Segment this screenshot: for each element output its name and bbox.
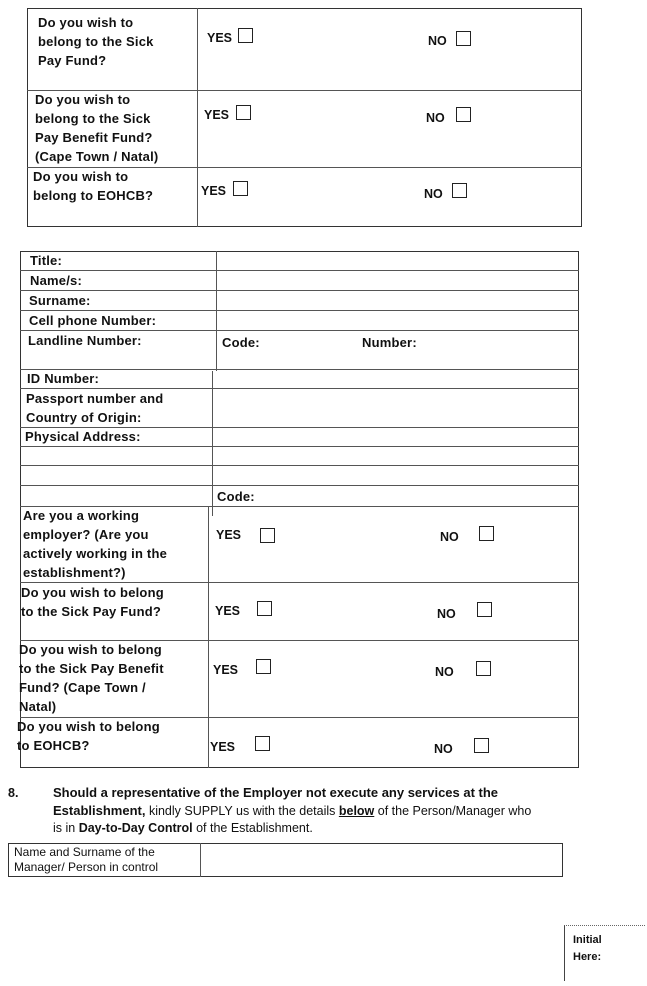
surname-field[interactable] [218,292,578,309]
details-row-divider [20,369,579,370]
manager-table-divider [200,843,201,877]
yes-label: YES [216,528,242,542]
question-sick-pay-fund-2: Do you wish to belong to the Sick Pay Fund? [21,585,164,619]
yes-label: YES [213,663,239,677]
sick-pay-fund-2-yes-checkbox[interactable] [257,601,272,616]
sick-pay-fund-no-checkbox[interactable] [456,31,471,46]
working-employer-yes-checkbox[interactable] [260,528,275,543]
address-code-label: Code: [217,489,255,504]
sick-pay-benefit-fund-2-yes-checkbox[interactable] [256,659,271,674]
section8-line1: Should a representative of the Employer not execute any services at the [53,785,499,800]
names-field[interactable] [218,272,578,289]
landline-label: Landline Number: [28,333,142,348]
question-sick-pay-fund: Do you wish to belong to the Sick Pay Fund? [38,15,154,68]
physical-address-field[interactable] [214,428,578,505]
details-row-divider [20,290,579,291]
landline-number-label: Number: [362,335,417,350]
top-table-column-divider [197,8,198,227]
section8-line3: is in Day-to-Day Control of the Establishment. [53,821,313,835]
surname-label: Surname: [29,293,91,308]
question-sick-pay-benefit-fund-2: Do you wish to belong to the Sick Pay Benefit Fund? (Cape Town / Natal) [19,642,164,714]
question-sick-pay-benefit-fund: Do you wish to belong to the Sick Pay Benefit Fund? (Cape Town / Natal) [35,92,159,164]
details-column-divider [216,251,217,371]
manager-name-field[interactable] [202,845,562,876]
yes-label: YES [210,740,236,754]
sick-pay-benefit-fund-yes-checkbox[interactable] [236,105,251,120]
title-field[interactable] [218,252,578,269]
cell-phone-field[interactable] [218,312,578,329]
id-number-label: ID Number: [27,371,100,386]
initial-label: Initial Here: [573,934,602,963]
id-number-field[interactable] [214,371,578,387]
no-label: NO [428,34,447,48]
no-label: NO [437,607,456,621]
details-row-divider [20,270,579,271]
landline-code-label: Code: [222,335,260,350]
sick-pay-fund-2-no-checkbox[interactable] [477,602,492,617]
details-column-divider [208,506,209,768]
sick-pay-benefit-fund-2-no-checkbox[interactable] [476,661,491,676]
yes-label: YES [207,31,233,45]
manager-label: Name and Surname of the Manager/ Person in control [14,845,159,874]
passport-label: Passport number and Country of Origin: [26,391,164,425]
no-label: NO [435,665,454,679]
yes-label: YES [204,108,230,122]
cell-phone-label: Cell phone Number: [29,313,157,328]
no-label: NO [426,111,445,125]
eohcb-no-checkbox[interactable] [452,183,467,198]
yes-label: YES [201,184,227,198]
eohcb-yes-checkbox[interactable] [233,181,248,196]
working-employer-no-checkbox[interactable] [479,526,494,541]
no-label: NO [424,187,443,201]
question-working-employer: Are you a working employer? (Are you actively working in the establishment?) [23,508,168,580]
details-column-divider [212,371,213,516]
names-label: Name/s: [30,273,82,288]
eohcb-2-no-checkbox[interactable] [474,738,489,753]
physical-address-label: Physical Address: [25,429,141,444]
question-eohcb-2: Do you wish to belong to EOHCB? [17,719,160,753]
passport-field[interactable] [214,390,578,426]
yes-label: YES [215,604,241,618]
eohcb-2-yes-checkbox[interactable] [255,736,270,751]
no-label: NO [434,742,453,756]
no-label: NO [440,530,459,544]
question-eohcb: Do you wish to belong to EOHCB? [33,169,154,203]
section-number: 8. [8,786,19,800]
sick-pay-benefit-fund-no-checkbox[interactable] [456,107,471,122]
section8-line2: Establishment, kindly SUPPLY us with the details below of the Person/Manager who [53,803,532,818]
sick-pay-fund-yes-checkbox[interactable] [238,28,253,43]
title-label: Title: [30,253,63,268]
